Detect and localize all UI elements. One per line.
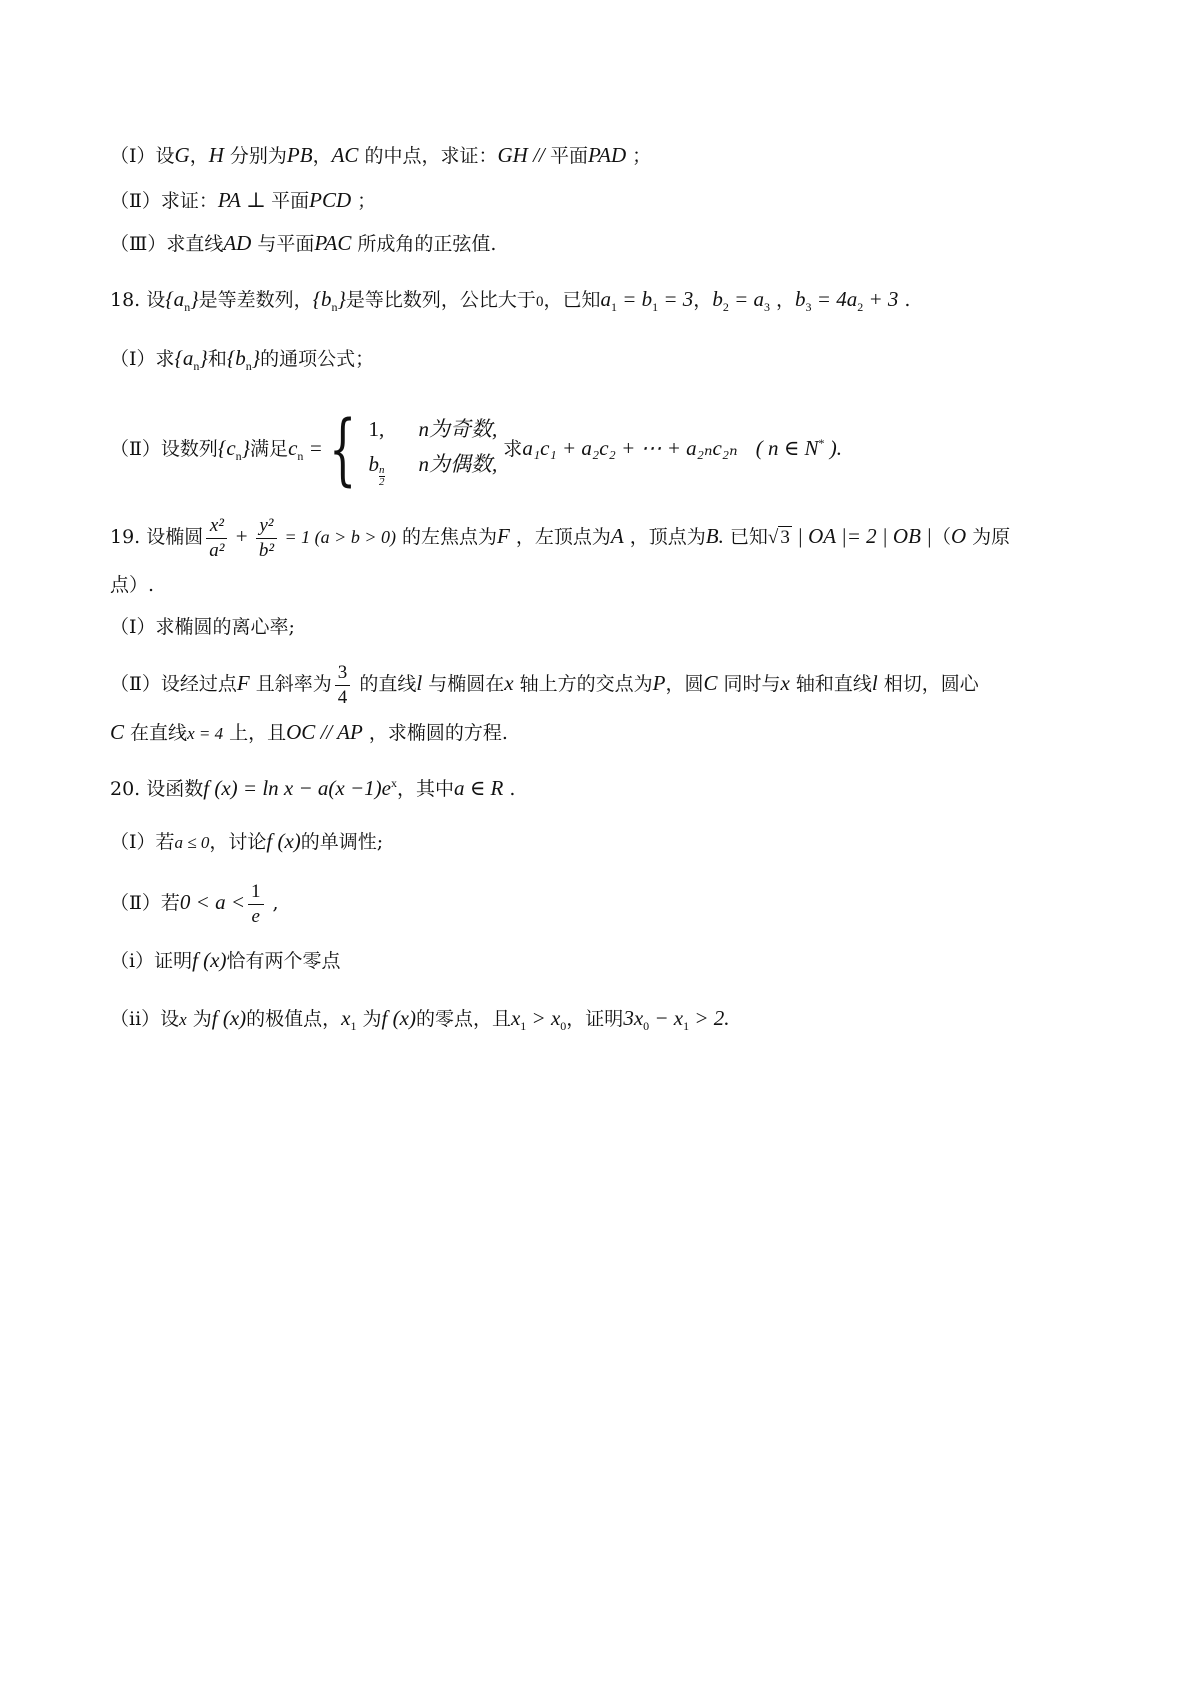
q20-part2 bbox=[110, 872, 1110, 932]
question-number: 19. bbox=[110, 526, 141, 548]
text: . bbox=[898, 289, 911, 311]
text: ，已知 bbox=[543, 289, 601, 311]
q20-part1 bbox=[110, 826, 1110, 858]
part-label: （i）证明 bbox=[110, 950, 193, 972]
q18-part2 bbox=[110, 398, 1110, 495]
text: ，其中 bbox=[396, 778, 454, 800]
left-brace: { bbox=[328, 405, 357, 495]
piecewise-cases bbox=[369, 412, 498, 488]
seq-b: {b bbox=[226, 346, 246, 370]
math-PB: PB bbox=[286, 143, 313, 167]
perp-symbol: ⊥ bbox=[240, 188, 272, 212]
text: ； bbox=[351, 190, 377, 212]
case-condition: n为偶数, bbox=[418, 452, 498, 476]
q20-part2-i bbox=[110, 945, 1110, 976]
text: 点）. bbox=[110, 574, 155, 596]
q20-stem bbox=[110, 768, 1110, 804]
math-AD: AD bbox=[223, 231, 252, 255]
numerator: y² bbox=[256, 514, 277, 539]
sub-num: n bbox=[379, 464, 385, 476]
text: ； bbox=[626, 145, 652, 167]
math-x: x bbox=[780, 671, 790, 695]
math: − x bbox=[649, 1006, 684, 1030]
math: = a bbox=[728, 287, 764, 311]
case-even bbox=[369, 447, 498, 488]
text: ，讨论 bbox=[209, 831, 267, 853]
comma: ， bbox=[312, 145, 332, 167]
math-function: f (x) = ln x − a(x −1)e bbox=[203, 776, 391, 800]
text: ， bbox=[693, 289, 713, 311]
text: 已知 bbox=[723, 526, 768, 548]
math-PAC: PAC bbox=[314, 231, 352, 255]
text: 分别为 bbox=[223, 145, 287, 167]
subscript: 1 bbox=[610, 300, 617, 315]
denominator: b² bbox=[258, 539, 275, 561]
math-F: F bbox=[236, 671, 250, 695]
math: > x bbox=[526, 1006, 561, 1030]
math-fx: f (x) bbox=[192, 948, 227, 972]
subscript: 1 bbox=[520, 1019, 527, 1034]
denominator: e bbox=[251, 905, 260, 927]
subscript: n bbox=[297, 449, 304, 464]
math-OC: OC bbox=[286, 720, 316, 744]
subscript: 1 bbox=[652, 300, 659, 315]
parallel-symbol: // bbox=[527, 143, 550, 167]
math-x: x bbox=[504, 671, 514, 695]
math-line: x = 4 bbox=[187, 724, 224, 743]
fraction-slope bbox=[335, 661, 351, 710]
text: 的单调性; bbox=[300, 831, 384, 853]
text: ， bbox=[769, 289, 796, 311]
q17-part3 bbox=[110, 228, 1110, 259]
math-domain: ). bbox=[824, 436, 843, 460]
text: 设函数 bbox=[146, 778, 204, 800]
text: , bbox=[266, 892, 279, 914]
math-G: G bbox=[174, 143, 190, 167]
text: . bbox=[503, 778, 516, 800]
text: 的通项公式； bbox=[260, 348, 375, 370]
question-number: 20. bbox=[110, 778, 141, 800]
math-domain: a ∈ R bbox=[453, 776, 504, 800]
math-domain: ( n ∈ N bbox=[755, 436, 819, 460]
brace: } bbox=[190, 287, 199, 311]
text: ，求椭圆的方程. bbox=[362, 722, 508, 744]
math-condition: a ≤ 0 bbox=[174, 833, 210, 852]
part-label: （Ⅱ）设经过点 bbox=[110, 673, 237, 695]
math: a bbox=[600, 287, 611, 311]
math: + 3 bbox=[863, 287, 899, 311]
math-AP: AP bbox=[337, 720, 363, 744]
text: 在直线 bbox=[124, 722, 188, 744]
numerator: 1 bbox=[248, 880, 264, 905]
q19-stem bbox=[110, 506, 1110, 566]
text: 且斜率为 bbox=[249, 673, 332, 695]
text: ，左顶点为 bbox=[509, 526, 611, 548]
math-H: H bbox=[208, 143, 224, 167]
text: 的左焦点为 bbox=[395, 526, 498, 548]
q19-stem-cont bbox=[110, 570, 1110, 600]
text: 是等比数列，公比大于 bbox=[345, 289, 536, 311]
math-eq: = bbox=[303, 436, 323, 460]
subscript: n bbox=[184, 300, 191, 315]
text: 的极值点， bbox=[246, 1008, 342, 1030]
q19-part2-cont bbox=[110, 717, 1110, 749]
math-P: P bbox=[652, 671, 666, 695]
sqrt-3: √ 3 bbox=[767, 527, 790, 548]
math-AC: AC bbox=[331, 143, 359, 167]
text: （ bbox=[931, 526, 951, 548]
math-sum: a₁c₁ + a₂c₂ + ⋯ + a₂ₙc₂ₙ bbox=[522, 436, 738, 460]
text: 轴和直线 bbox=[789, 673, 872, 695]
math: = b bbox=[616, 287, 653, 311]
sub-den: 2 bbox=[379, 476, 385, 488]
text: 平面 bbox=[271, 190, 310, 212]
text: 上，且 bbox=[223, 722, 287, 744]
denominator: 4 bbox=[337, 686, 348, 708]
math-l: l bbox=[871, 671, 878, 695]
math: = 4a bbox=[811, 287, 858, 311]
math-O: O bbox=[950, 524, 967, 548]
part-label: （Ⅰ）求 bbox=[110, 348, 175, 370]
math-B: B. bbox=[705, 524, 724, 548]
case-condition: n为奇数, bbox=[418, 417, 498, 441]
math-PA: PA bbox=[217, 188, 241, 212]
part-label: （ii）设 bbox=[110, 1008, 180, 1030]
text: 求 bbox=[503, 438, 523, 460]
part-label: （Ⅱ）设数列 bbox=[110, 438, 218, 460]
case-value: 1, bbox=[368, 417, 385, 441]
superscript: * bbox=[818, 436, 825, 450]
numerator: 3 bbox=[335, 661, 351, 686]
case-value: b bbox=[368, 452, 379, 476]
text: 所成角的正弦值. bbox=[351, 233, 497, 255]
brace: } bbox=[251, 346, 261, 370]
math-fx: f (x) bbox=[381, 1006, 416, 1030]
fraction-1-over-e bbox=[248, 880, 264, 929]
question-number: 18. bbox=[110, 289, 141, 311]
comma: ， bbox=[189, 145, 209, 167]
text: 为 bbox=[186, 1008, 212, 1030]
part-label: （Ⅱ）求证： bbox=[110, 190, 218, 212]
text: 与椭圆在 bbox=[422, 673, 505, 695]
text: 和 bbox=[207, 348, 227, 370]
math-A: A bbox=[610, 524, 624, 548]
math-condition: = 1 (a > b > 0) bbox=[280, 527, 396, 547]
q20-part2-ii bbox=[110, 1003, 1110, 1041]
math-PCD: PCD bbox=[309, 188, 352, 212]
fraction-x bbox=[206, 514, 227, 563]
math: b bbox=[712, 287, 723, 311]
subscript: 3 bbox=[805, 300, 812, 315]
text: 相切，圆心 bbox=[877, 673, 979, 695]
math: 3x bbox=[623, 1006, 644, 1030]
math: b bbox=[795, 287, 806, 311]
text: ，证明 bbox=[566, 1008, 624, 1030]
q18-stem bbox=[110, 284, 1110, 322]
q17-part1 bbox=[110, 140, 1110, 171]
brace: } bbox=[337, 287, 346, 311]
math-x1: x bbox=[341, 1006, 351, 1030]
subscript: 3 bbox=[763, 300, 770, 315]
subscript: 0 bbox=[643, 1019, 650, 1034]
subscript: n bbox=[193, 359, 200, 374]
subscript: 1 bbox=[683, 1019, 690, 1034]
numerator: x² bbox=[206, 514, 227, 539]
text: 恰有两个零点 bbox=[226, 950, 341, 972]
part-label: （Ⅰ）设 bbox=[110, 145, 175, 167]
math-PAD: PAD bbox=[588, 143, 627, 167]
q17-part2 bbox=[110, 185, 1110, 216]
math-GH: GH bbox=[497, 143, 528, 167]
seq-c: {c bbox=[217, 436, 236, 460]
part-label: （Ⅲ）求直线 bbox=[110, 233, 224, 255]
fraction-y bbox=[256, 514, 277, 563]
text: 平面 bbox=[550, 145, 589, 167]
parallel-symbol: // bbox=[315, 720, 338, 744]
text: 为原 bbox=[966, 526, 1011, 548]
text: 是等差数列， bbox=[198, 289, 313, 311]
math-C: C bbox=[703, 671, 718, 695]
math-c: c bbox=[288, 436, 298, 460]
denominator: a² bbox=[209, 539, 225, 561]
text: 设 bbox=[146, 289, 166, 311]
case-odd bbox=[369, 412, 498, 447]
subscript: 2 bbox=[722, 300, 729, 315]
text: 设椭圆 bbox=[146, 526, 204, 548]
part-label: （Ⅱ）若 bbox=[110, 892, 180, 914]
text: ，圆 bbox=[665, 673, 704, 695]
seq-a: {a bbox=[174, 346, 194, 370]
text: 与平面 bbox=[251, 233, 315, 255]
math-x: x bbox=[179, 1010, 187, 1029]
subscript: 1 bbox=[350, 1019, 357, 1034]
subscript: n bbox=[235, 449, 242, 464]
math-condition: | OA |= 2 | OB | bbox=[791, 524, 932, 548]
math: = 3 bbox=[658, 287, 694, 311]
subscript: n bbox=[245, 359, 252, 374]
math: > 2. bbox=[689, 1006, 730, 1030]
text: 的零点，且 bbox=[415, 1008, 511, 1030]
text: 为 bbox=[356, 1008, 382, 1030]
q18-part1 bbox=[110, 343, 1110, 381]
text: 的中点，求证： bbox=[358, 145, 498, 167]
brace: } bbox=[241, 436, 251, 460]
math-l: l bbox=[416, 671, 423, 695]
subscript: 0 bbox=[560, 1019, 567, 1034]
text: 轴上方的交点为 bbox=[513, 673, 653, 695]
number: 0 bbox=[535, 294, 544, 310]
subscript: 2 bbox=[857, 300, 864, 315]
text: （Ⅰ）求椭圆的离心率; bbox=[110, 616, 295, 638]
math-fx: f (x) bbox=[211, 1006, 247, 1030]
text: 满足 bbox=[250, 438, 289, 460]
superscript: x bbox=[390, 776, 397, 790]
text: 同时与 bbox=[717, 673, 781, 695]
math: x bbox=[510, 1006, 521, 1030]
text: ，顶点为 bbox=[623, 526, 706, 548]
part-label: （Ⅰ）若 bbox=[110, 831, 175, 853]
q19-part2 bbox=[110, 653, 1110, 713]
math-C: C bbox=[110, 720, 125, 744]
math-condition: 0 < a < bbox=[179, 890, 246, 914]
seq-a: {a bbox=[165, 287, 185, 311]
math-F: F bbox=[497, 524, 510, 548]
math-fx: f (x) bbox=[266, 829, 301, 853]
radicand: 3 bbox=[780, 527, 790, 548]
q19-part1 bbox=[110, 612, 1110, 642]
brace: } bbox=[199, 346, 208, 370]
plus: + bbox=[230, 524, 253, 548]
seq-b: {b bbox=[312, 287, 332, 311]
subscript: n bbox=[331, 300, 338, 315]
text: 的直线 bbox=[353, 673, 417, 695]
